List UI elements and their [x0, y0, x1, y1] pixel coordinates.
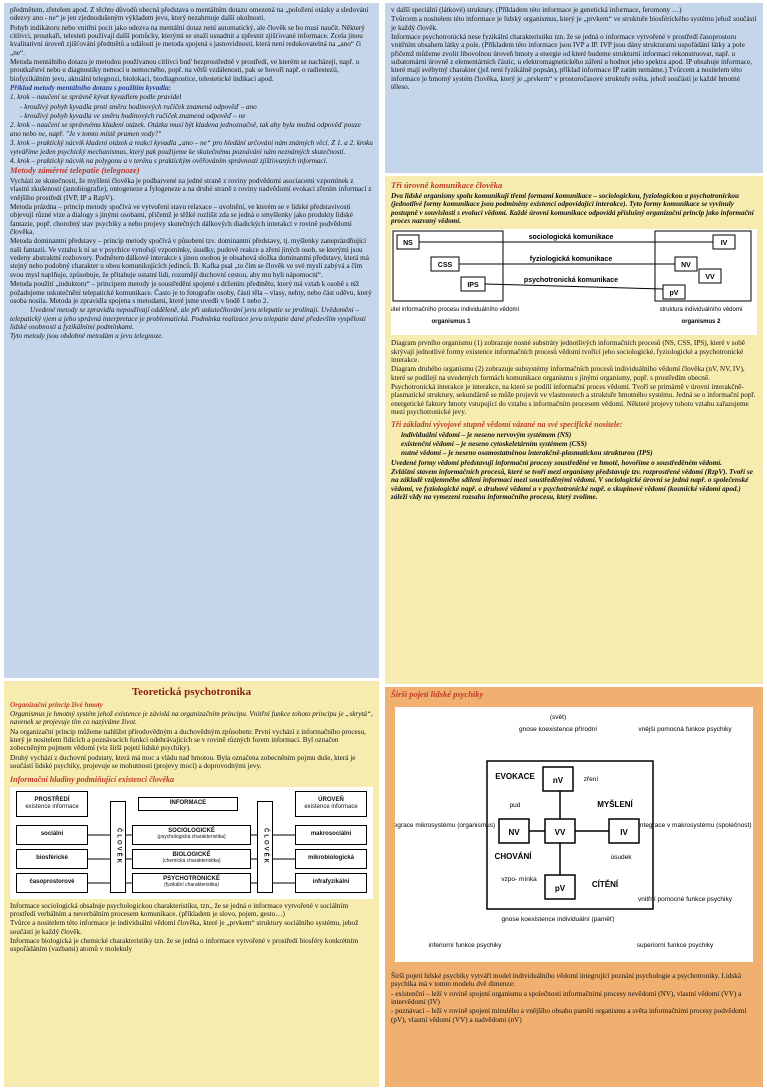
paragraph: Na organizační princip můžeme nahlížet přírodovědným a duchovědným způsobem: První vychází z informačního procesu, který je nositelem řídicích a poznávacích funkcí odehrávajících se v rovině různých forem informací. Byl označen zobecněným pojmem vědomí (viz širší pojetí lidské psychiky).	[10, 727, 366, 753]
telepathy-title: Metody záměrné telepatie (telegnoze)	[10, 165, 140, 176]
psyche-diagram	[395, 707, 753, 962]
paragraph: Širší pojetí lidské psychiky vytváří model individuálního vědomí integrující poznání psychologie a psychotroniky. Lidská psychika má v tomto modelu dvě dimenze:	[391, 972, 742, 989]
level-row: mikrobiologická	[295, 849, 367, 869]
example-line: - krouživý pohyb kyvadla proti směru hodinových ručiček znamená odpověď – ano	[20, 102, 257, 111]
clovek-right: ČLOVĚK	[257, 801, 273, 893]
VV-box: VV	[554, 828, 566, 837]
superior-label: superiorní funkce psychiky	[636, 942, 714, 949]
env-row: biosférické	[16, 849, 88, 869]
nv-label: NV	[681, 262, 691, 270]
psyche-diagram-svg	[395, 707, 753, 962]
nv-box: nV	[552, 776, 564, 785]
pv-label: pV	[669, 290, 679, 298]
NV-box: NV	[508, 828, 520, 837]
right-orange-section	[385, 687, 763, 1087]
paragraph: Metoda mentálního dotazu je metodou používanou citlivci bud' bezprostředně v prostředí, ve kterém se nacházejí, např. u proutkařství nebo u diagnostiky nemocí u nemocného, popř. na větší vzdálenosti, pak se hovoří např. o radiestezii, biofyzikálním jevu, aktuální telegnozi, biolokaci, biodiagnostice, telestetické indikaci apod.	[10, 58, 360, 83]
paragraph: Tvůrce a nositelem této informace je individuální vědomí člověka, které je „prvkem“ struktury sociálního systému, jehož součástí je každý člověk.	[10, 919, 359, 936]
paragraph: předmětem, zřetelem apod. Z těchto důvodů obecná představa o mentálním dotazu omezená na „položení otázky a sledování odezvy ano - ne“ je jen zjednodušeným výkladem jevu, který nezahrnuje další okolnosti.	[10, 6, 369, 23]
paragraph: Metoda použití „induktoru“ – principem metody je soustředění spojené s držením předmětu, který má vztah k osobě s níž požadujeme uskutečnění telepatické komunikace. Často je to fotografie osoby, části těla – vlasy, nehty, nebo část oděvu, který osoba nosila. Metoda je zpravidla spojena s metodami, které jsme uvedli v bodě 1 nebo 2.	[10, 280, 372, 305]
paragraph: Vychází ze skutečnosti, že myšlení člověka je podbarvené na jedné straně z roviny podvědomí asociacemi vzpomínek z vlastní zkušenosti (autobiografie), ontogeneze a fylogeneze a na druhé straně z roviny nadvědomí evokací zřením informací z vnějšího prostředí (IVP, IP a RzpV).	[10, 177, 372, 202]
paragraph: Informace sociologická obsahuje psychologickou charakteristiku, tzn., že se jedná o informace vytvořené v sociálním prostředí verbálním a neverbálním procesem komunikace. (příkladem je slovo, pojem, gesto…)	[10, 901, 349, 919]
communication-diagram-svg	[391, 229, 757, 335]
left-yellow-section	[4, 681, 379, 1087]
vv-label: VV	[705, 274, 715, 282]
example-line: 4. krok – praktický nácvik na polygonu a v terénu s praktickým ověřováním správnosti zjišťovaných informací.	[10, 156, 328, 165]
micro-integration-label: integrace mikrosystému (organismus)	[395, 822, 496, 829]
clovek-left: ČLOVĚK	[110, 801, 126, 893]
example-line: - krouživý pohyb kyvadla ve směru hodinových ručiček znamená odpověď – ne	[20, 112, 246, 121]
paragraph: Pohyb indikátoru nebo vnitřní pocit jako odezva na mentální dotaz není automatický, ale člověk se ho musí naučit. Některý citlivci, proutkaři, telesteti používají další pomůcky, kterými se snaží usnadnit a zpřesnit zjišťované informace. Zcela jinou kvalitativní úroveň zjišťování předmětů a událostí je metoda spojená s jasnovidností, která není redukovatelná na „ano“ či „ne“.	[10, 23, 365, 57]
level-header: ÚROVEŇ existence informace	[295, 791, 367, 817]
info-header: INFORMACE	[138, 797, 238, 811]
level-row: makrosociální	[295, 825, 367, 845]
chovani-label: CHOVÁNÍ	[494, 852, 532, 861]
example-line: 1. krok – naučení se správně kývat kyvadlem podle pravidel	[10, 93, 182, 102]
macro-integration-label: integrace v makrosystému (společnost)	[638, 822, 752, 829]
usudek-label: úsudek	[610, 854, 632, 861]
paragraph: Metoda dominantní představy – princip metody spočívá v působení tzv. dominantní představy, tj. myšlenky zaneprázdňující naši fantazii. Ve vztahu k ní se v psychice vynořují vzpomínky, úsudky, pudové reakce a zření jiných osob, se kterými jsou vedeny abstraktní rozhovory. Podnětem dálkové interakce s jinou osobou je obsahová složka dominantní představy, která má stejný nebo podobný charakter u obou komunikujících jedinců. B. Kafka psal „to čím se člověk ve své mysli zabývá a čím svou mysl naplňuje, způsobuje, že přitahuje ostatní lidi, rozumějí duchovní cestou, aby mu byli nápomocní“.	[10, 237, 369, 279]
levels-connectors	[10, 787, 373, 899]
env-row: časoprostorové	[16, 873, 88, 893]
example-line: 3. krok – praktický nácvik kladení otázek a reakcí kyvadla „ano – ne“ pro hledání určování nám známých věcí. Z 1. a 2. kroku vytváříme jeden psychický mechanismus, který pak použijeme ke skutečnému poznávání nám neznámých skutečností.	[10, 139, 373, 156]
info-row: BIOLOGICKÉ (chemická charakteristika)	[132, 849, 251, 869]
org1-label: organismus 1	[431, 319, 471, 326]
org2-label: organismus 2	[681, 319, 721, 326]
communication-diagram	[391, 229, 757, 335]
vzpominka-label: vzpo- mínka	[501, 876, 537, 883]
paragraph: Druhý vychází z duchovní podstaty, která má moc a vládu nad hmotou. Byla označena zobecněním pojmu duše, která je součástí lidské psychiky, projevuje se mohutností (projevy mocí) a doprovodnými jevy.	[10, 753, 356, 771]
theory-subtitle: Organizační princip živé hmoty	[10, 700, 103, 709]
env-header: PROSTŘEDÍ existence informace	[16, 791, 88, 817]
iv-label: IV	[720, 240, 728, 248]
paragraph: Metoda prázdna – princip metody spočívá ve vytvoření stavu relaxace – uvolnění, ve kterém se v lidské představivosti objevují různé vize a dialogy s jinými osobami, přičemž je těžké rozlišit zda se jedná o smyšlenky jako produkty lidské fantazie, popř. chorobný stav psychiky a nebo projevy skutečných dálkových diadických interakcí v rovině podvědomí člověka.	[10, 203, 353, 237]
zreni-label: zření	[583, 776, 599, 783]
paragraph: Diagram prvního organismu (1) zobrazuje nosné substráty jednotlivých informačních procesů (NS, CSS, IPS), které v sobě skrývají jednotlivé formy existence informačních procesů vědomí tvořící jeho sociologické, fyziologické a psychotronické interakce.	[391, 339, 745, 364]
right-yellow-section	[385, 176, 763, 684]
paragraph: Psychotronická interakce je interakce, na které se podílí informační proces vědomí. Tvoří se primárně v úrovni interakčně-plasmatické struktury, sekundárně se může projevit ve vlastnostech a struktuře hmotného systému. Jedná se o informační popř. energetické faktory hmoty vstupující do vztahu s informačním procesem vědomí. Některé projevy tohoto vztahu zařazujeme mezi psychotronické jevy.	[391, 382, 756, 416]
info-row: SOCIOLOGICKÉ (psychologická charakteristika)	[132, 825, 251, 845]
paragraph: Uvedené metody se zpravidla nepoužívají odděleně, ale při uskutečňování jevu telepatie se prolínají. Uvědomění – telepatický vjem a jeho správná interpretace je problematická. Podmínka realizace jevu telepatie dané především vyspělostí lidské osobnosti a fyzikálními podmínkami.	[10, 306, 366, 331]
paragraph: Uvedené formy vědomí představují informační procesy soustředěné ve hmotě, hovoříme o soustředěném vědomí.	[391, 458, 722, 467]
pud-label: pud	[509, 802, 521, 809]
css-label: CSS	[437, 262, 453, 270]
dev-line: existenční vědomí – je neseno cytoskeletárním systémem (CSS)	[401, 439, 587, 448]
example-line: 2. krok – naučení se správnému kladení otázek. Otázka musí být kladena jednoznačně, tak aby byla možná odpověď pouze ano nebo ne, např. "Je v tomto místě pramen vody?"	[10, 121, 361, 138]
paragraph: Diagram druhého organismu (2) zobrazuje subsystémy informačních procesů individuálního vědomí člověka (nV, NV, IV), které se podílejí na uvedených formách komunikace organismu s jinými organismy, popř. s prostředím obecně.	[391, 365, 745, 382]
pv-box: pV	[554, 884, 566, 893]
comm-title: Tři úrovně komunikace člověka	[391, 180, 503, 190]
outer-aux-label: vnější pomocná funkce psychiky	[638, 726, 732, 733]
paragraph: - existenční – leží v rovině spojení organismu a společnosti informačními procesy nevědomí (NV), vlastní vědomí (VV) a intervědomí (IV)	[391, 989, 742, 1007]
levels-title: Informační hladiny podmiňující existenci člověka	[10, 774, 174, 784]
example-title: Příklad metody mentálního dotazu s použitím kyvadla:	[10, 84, 171, 93]
ns-label: NS	[403, 240, 413, 248]
IV-box: IV	[620, 828, 628, 837]
levels-table	[10, 787, 373, 899]
dev-line: nutné vědomí – je neseno osamostatněnou interakčně-plasmatickou strukturou (IPS)	[401, 449, 653, 458]
inferior-label: inferiorní funkce psychiky	[428, 942, 502, 949]
fyz-comm-label: fyziologická komunikace	[529, 256, 613, 264]
level-row: infrafyzikální	[295, 873, 367, 893]
mysleni-label: MYŠLENÍ	[597, 800, 633, 809]
paragraph: Organismus je hmotný systém jehož existence je závislá na organizačním principu. Vnitřní funkce tohoto principu je „skrytá“, navenek se projevuje tím co nazýváme život.	[10, 710, 373, 727]
paragraph: v další speciální (látkové) struktury. (Příkladem této informace je genetická informace, feromony …)	[391, 6, 682, 14]
psycho-comm-label: psychotronická komunikace	[523, 277, 619, 285]
paragraph: Zvláštní stavem informačních procesů, které se tvoří mezi organismy představuje tzv. rozprostřené vědomí (RzpV). Tvoří se na základě vzájemného sdílení informací mezi soustředěnými vědomí. V sociologické úrovni se jedná např. o společenské vědomí, ve fyziologické např. o druhové vědomí a v psychotronické např. o skupinové vědomí (kosmické vědomí apod.) záleží vždy na vymezení rozsahu informačního procesu, který zvolíme.	[391, 467, 753, 501]
paragraph: Informace biologická je chemické charakteristiky tzn. že se jedná o informace vytvořené v prostředí biosféry konkrétním uspořádáním (vazbami) atomů v molekuly	[10, 937, 359, 954]
paragraph: Tvůrcem a nositelem této informace je lidský organismus, který je „prvkem“ ve struktuře biosférického systému jehož součástí je každý člověk.	[391, 15, 757, 32]
wide-title: Širší pojetí lidské psychiky	[391, 689, 484, 699]
ips-label: IPS	[467, 282, 479, 290]
dev-line: individuální vědomí – je neseno nervovým systémem (NS)	[401, 430, 572, 439]
org1-caption: nositel informačního procesu individuálního vědomí	[391, 307, 520, 314]
org2-caption: struktura individuálního vědomí	[659, 307, 743, 314]
info-row: PSYCHOTRONICKÉ (fyzikální charakteristika)	[132, 873, 251, 893]
right-blue-section	[385, 3, 763, 173]
theory-title: Teoretická psychotronika	[131, 686, 252, 698]
env-row: sociální	[16, 825, 88, 845]
citeni-label: CÍTĚNÍ	[591, 880, 619, 889]
paragraph: - poznávací – leží v rovině spojení minulého a vnějšího obsahu paměti organismu a světa informačními procesy podvědomí (pV), vlastní vědomí (VV) a nadvědomí (nV)	[391, 1007, 747, 1024]
gnose-top-label: gnose koexistence přírodní	[518, 726, 598, 733]
svet-label: (svět)	[549, 714, 567, 721]
paragraph: Informace psychotronická nese fyzikální charakteristiku tzn. že se jedná o informace vytvořené v prostředí časoprostoru vnitřním obsahem látky a pole. (Příkladem této informace jsou IVP a IP. IVP jsou dány strukturami uspořádání látky a pole přičemž můžeme zvolit libovolnou úroveň hmoty a energie od které budeme strukturní informaci rekonstruovat, např. u subatomární úrovně z elementárních částic, u elektromagnetického záření u hodnot jeho spektra apod. IP obsahuje informace, které mají svébytný charakter (jež není fyzikálně popsán), příklad informace IP zatím nemáme.) Tvůrcem a nositelem této informace je hmotný systém člověka, který je „prvkem“ v prostoročasové struktuře světa, jehož součástí je každé hmotné těleso.	[391, 33, 752, 92]
paragraph: Tyto metody jsou obdobné metodám u jevu telegnoze.	[10, 332, 164, 341]
dev-title: Tři základní vývojové stupně vědomí vázané na své specifické nositele:	[391, 420, 623, 430]
left-blue-section	[4, 3, 379, 678]
evokace-label: EVOKACE	[495, 772, 535, 781]
socio-comm-label: sociologická komunikace	[528, 234, 614, 242]
gnose-bottom-label: gnose koexistence individuální (paměť)	[501, 916, 615, 923]
inner-aux-label: vnitřní pomocné funkce psychiky	[638, 896, 732, 903]
comm-intro: Dva lidské organismy spolu komunikují třemi formami komunikace – sociologickou, fyziologickou a psychotronickou (jednotlivé formy komunikace jsou podmíněny existencí odpovídající interakce). Tyto formy komunikace se vyvinuly postupně v souvislosti s evolucí vědomí. Každé úrovni komunikace odpovídá příslušný organizační princip jako informační proces nazvaný vědomí.	[391, 191, 754, 225]
